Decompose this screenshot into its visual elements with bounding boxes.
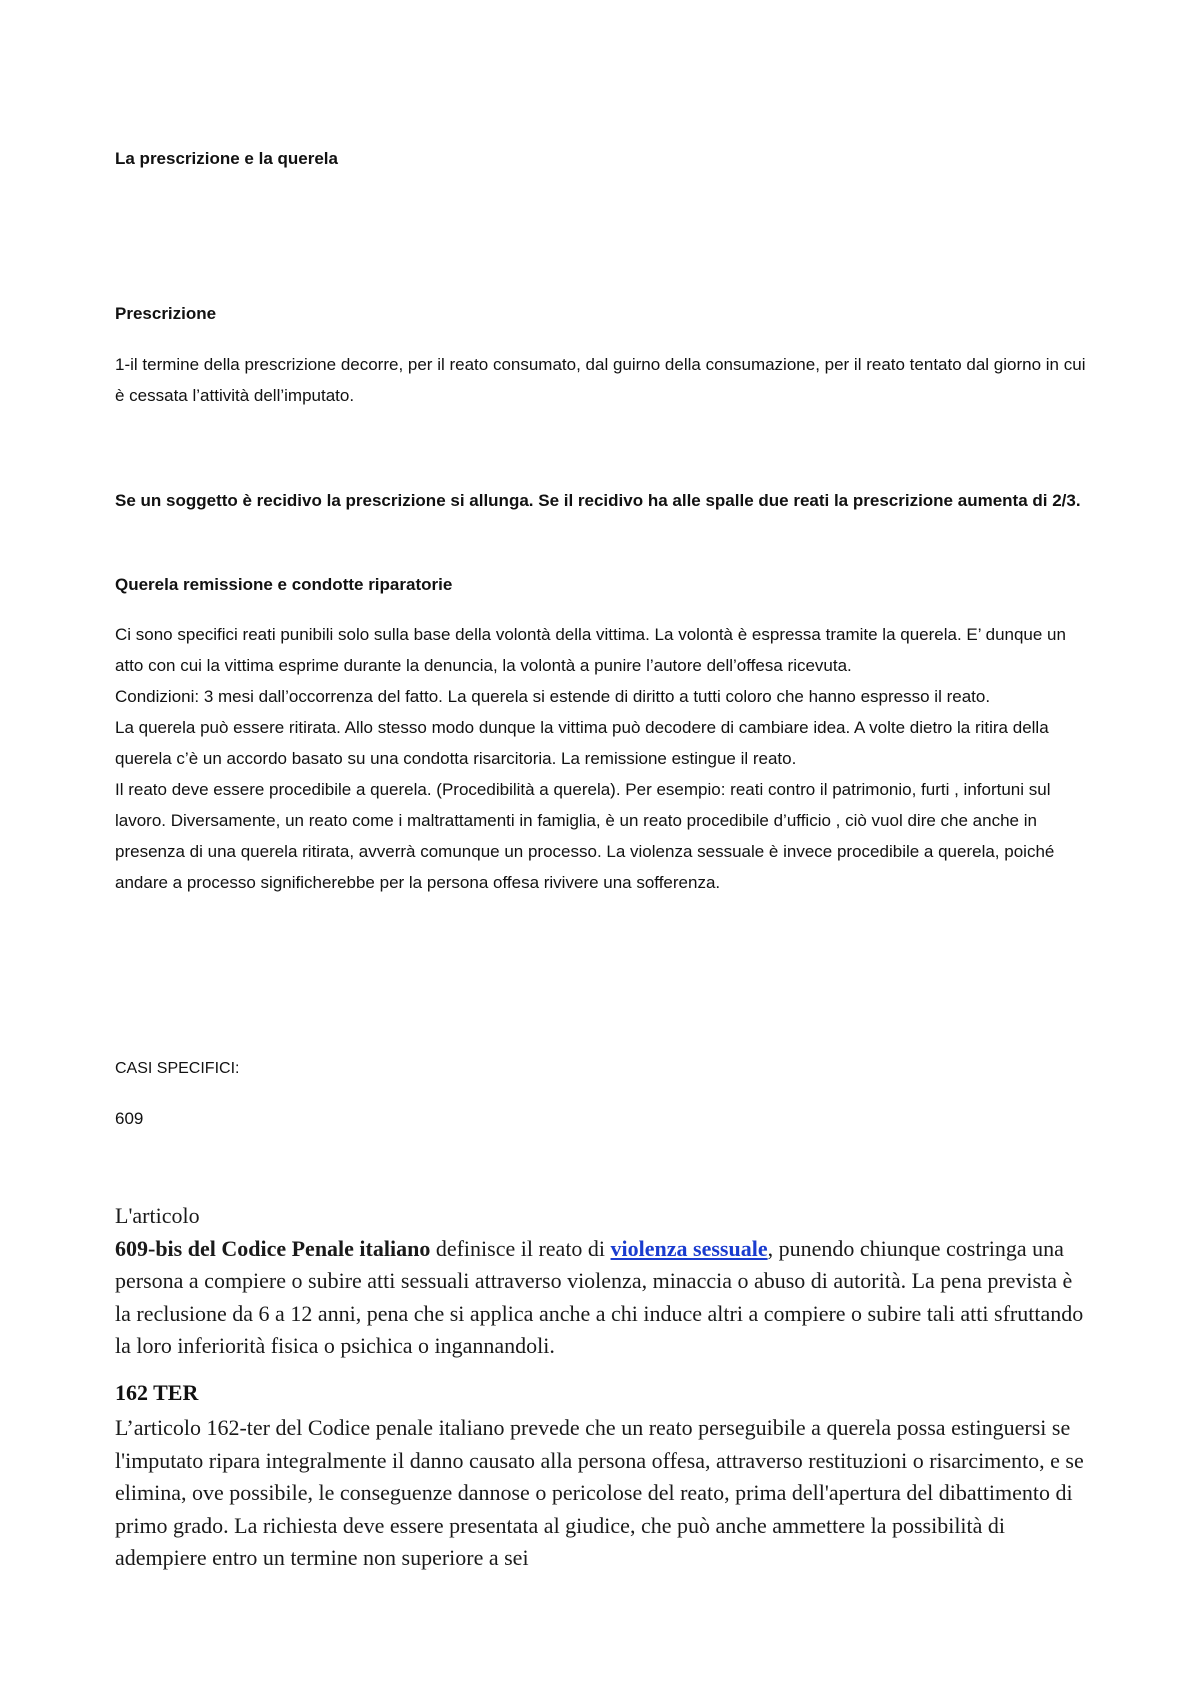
violenza-sessuale-link[interactable]: violenza sessuale: [610, 1235, 768, 1261]
article-609-text: [115, 1200, 1090, 1363]
recidivo-note: Se un soggetto è recidivo la prescrizione si allunga. Se il recidivo ha alle spalle due reati la prescrizione aumenta di 2/3.: [115, 491, 1081, 510]
querela-paragraph: Ci sono specifici reati punibili solo sulla base della volontà della vittima. La volontà è espressa tramite la querela. E’ dunque un atto con cui la vittima esprime durante la denuncia, la volontà a punire l’autore dell’offesa ricevuta.: [115, 625, 1066, 675]
article-609-bold-ref: 609-bis del Codice Penale italiano: [115, 1235, 431, 1261]
article-609-body: [115, 1233, 1090, 1363]
querela-paragraph: Condizioni: 3 mesi dall’occorrenza del fatto. La querela si estende di diritto a tutti coloro che hanno espresso il reato.: [115, 687, 991, 706]
article-609-text-before-link: definisce il reato di: [430, 1235, 611, 1261]
article-609-text-after-link: , punendo chiunque costringa una persona a compiere o subire atti sessuali attraverso violenza, minaccia o abuso di autorità. La pena prevista è la reclusione da 6 a 12 anni, pena che si applica anche a chi induce altri a compiere o subire tali atti sfruttando la loro inferiorità fisica o psichica o ingannandoli.: [115, 1235, 1084, 1358]
article-609-lead: L'articolo: [115, 1203, 200, 1228]
casi-specifici-label: CASI SPECIFICI:: [115, 1060, 240, 1077]
querela-paragraph: Il reato deve essere procedibile a querela. (Procedibilità a querela). Per esempio: reati contro il patrimonio, furti , infortuni sul lavoro. Diversamente, un reato come i maltrattamenti in famiglia, è un reato procedibile d’ufficio , ciò vuol dire che anche in presenza di una querela ritirata, avverrà comunque un processo. La violenza sessuale è invece procedibile a querela, poiché andare a processo significherebbe per la persona offesa rivivere una sofferenza.: [115, 780, 1055, 892]
querela-body: [115, 619, 1090, 898]
prescrizione-paragraph: 1-il termine della prescrizione decorre, per il reato consumato, dal guirno della consumazione, per il reato tentato dal giorno in cui è cessata l’attività dell’imputato.: [115, 355, 1086, 405]
section-heading-querela: Querela remissione e condotte riparatorie: [115, 575, 453, 594]
article-162-text: L’articolo 162-ter del Codice penale italiano prevede che un reato perseguibile a querela possa estinguersi se l'imputato ripara integralmente il danno causato alla persona offesa, attraverso restituzioni o risarcimento, e se elimina, ove possibile, le conseguenze dannose o pericolose del reato, prima dell'apertura del dibattimento di primo grado. La richiesta deve essere presentata al giudice, che può anche ammettere la possibilità di adempiere entro un termine non superiore a sei: [115, 1415, 1084, 1570]
article-number: 609: [115, 1109, 144, 1128]
querela-paragraph: La querela può essere ritirata. Allo stesso modo dunque la vittima può decodere di cambiare idea. A volte dietro la ritira della querela c’è un accordo basato su una condotta risarcitoria. La remissione estingue il reato.: [115, 718, 1049, 768]
document-title: La prescrizione e la querela: [115, 149, 338, 168]
article-162-heading: 162 TER: [115, 1380, 199, 1405]
section-heading-prescrizione: Prescrizione: [115, 304, 217, 323]
